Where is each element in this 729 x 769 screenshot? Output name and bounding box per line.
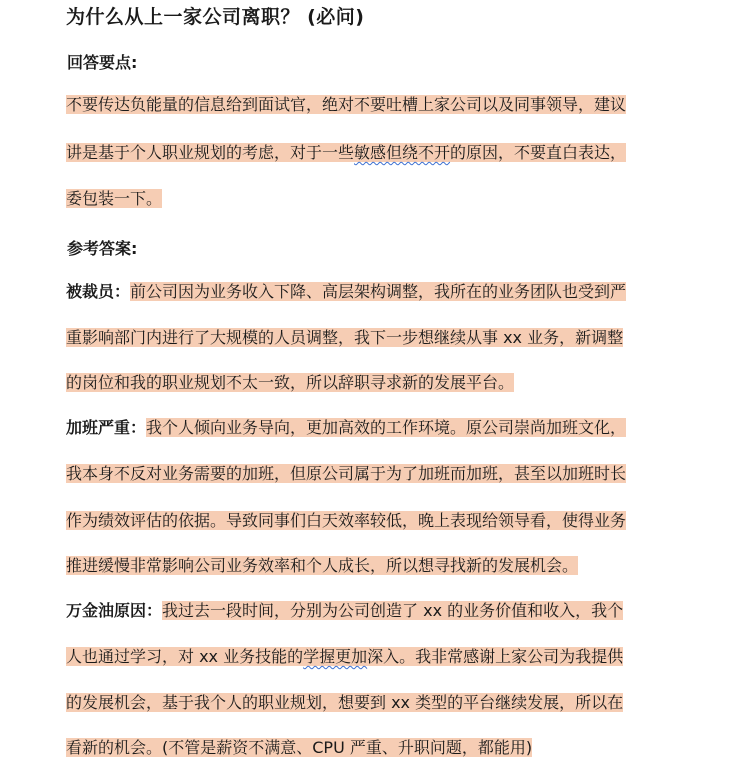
overtime-line-3 [66, 505, 626, 537]
highlighted-text: 的岗位和我的职业规划不太一致，所以辞职寻求新的发展平台。 [66, 373, 515, 392]
answer-points-heading: 回答要点: [67, 53, 138, 72]
answer-points-line-1 [66, 89, 626, 121]
layoff-label: 被裁员： [66, 282, 131, 301]
layoff-line-3 [66, 367, 514, 399]
highlighted-text: 我过去一段时间，分别为公司创造了 xx 的业务价值和收入，我个 [162, 601, 624, 620]
universal-line-2 [66, 641, 623, 673]
layoff-line-2 [66, 322, 623, 354]
document-title: 为什么从上一家公司离职？ (必问) [66, 6, 365, 28]
highlighted-text: 深入。我非常感谢上家公司为我提供 [367, 647, 624, 666]
highlighted-text: 我个人倾向业务导向，更加高效的工作环境。原公司崇尚加班文化， [146, 418, 627, 437]
highlighted-text: 看新的机会。(不管是薪资不满意、CPU 严重、升职问题，都能用) [66, 738, 533, 757]
spellcheck-underlined-text: 敏感但绕不开 [354, 143, 451, 162]
layoff-line-1 [66, 276, 626, 308]
answer-points-line-3 [66, 183, 162, 215]
reference-answer-heading: 参考答案: [67, 239, 138, 258]
overtime-line-2 [66, 458, 626, 490]
highlighted-text: 我本身不反对业务需要的加班，但原公司属于为了加班而加班，甚至以加班时长 [66, 464, 627, 483]
universal-line-3 [66, 687, 623, 719]
overtime-line-4 [66, 550, 578, 582]
overtime-line-1 [66, 412, 626, 444]
highlighted-text: 不要传达负能量的信息给到面试官，绝对不要吐槽上家公司以及同事领导，建议 [66, 95, 627, 114]
highlighted-text: 前公司因为业务收入下降、高层架构调整，我所在的业务团队也受到严 [130, 282, 627, 301]
spellcheck-underlined-text: 学握更加 [303, 647, 368, 666]
highlighted-text: 的发展机会，基于我个人的职业规划，想要到 xx 类型的平台继续发展，所以在 [66, 693, 624, 712]
universal-label: 万金油原因： [66, 601, 163, 620]
universal-line-4 [66, 732, 532, 764]
highlighted-text: 作为绩效评估的依据。导致同事们白天效率较低，晚上表现给领导看，使得业务 [66, 511, 627, 530]
highlighted-text: 的原因，不要直白表达， [450, 143, 627, 162]
highlighted-text: 重影响部门内进行了大规模的人员调整，我下一步想继续从事 xx 业务，新调整 [66, 328, 624, 347]
overtime-label: 加班严重： [66, 418, 147, 437]
highlighted-text: 委包装一下。 [66, 189, 163, 208]
highlighted-text: 推进缓慢非常影响公司业务效率和个人成长，所以想寻找新的发展机会。 [66, 556, 579, 575]
highlighted-text: 讲是基于个人职业规划的考虑，对于一些 [66, 143, 355, 162]
highlighted-text: 人也通过学习，对 xx 业务技能的 [66, 647, 304, 666]
answer-points-line-2 [66, 137, 626, 169]
universal-line-1 [66, 595, 623, 627]
